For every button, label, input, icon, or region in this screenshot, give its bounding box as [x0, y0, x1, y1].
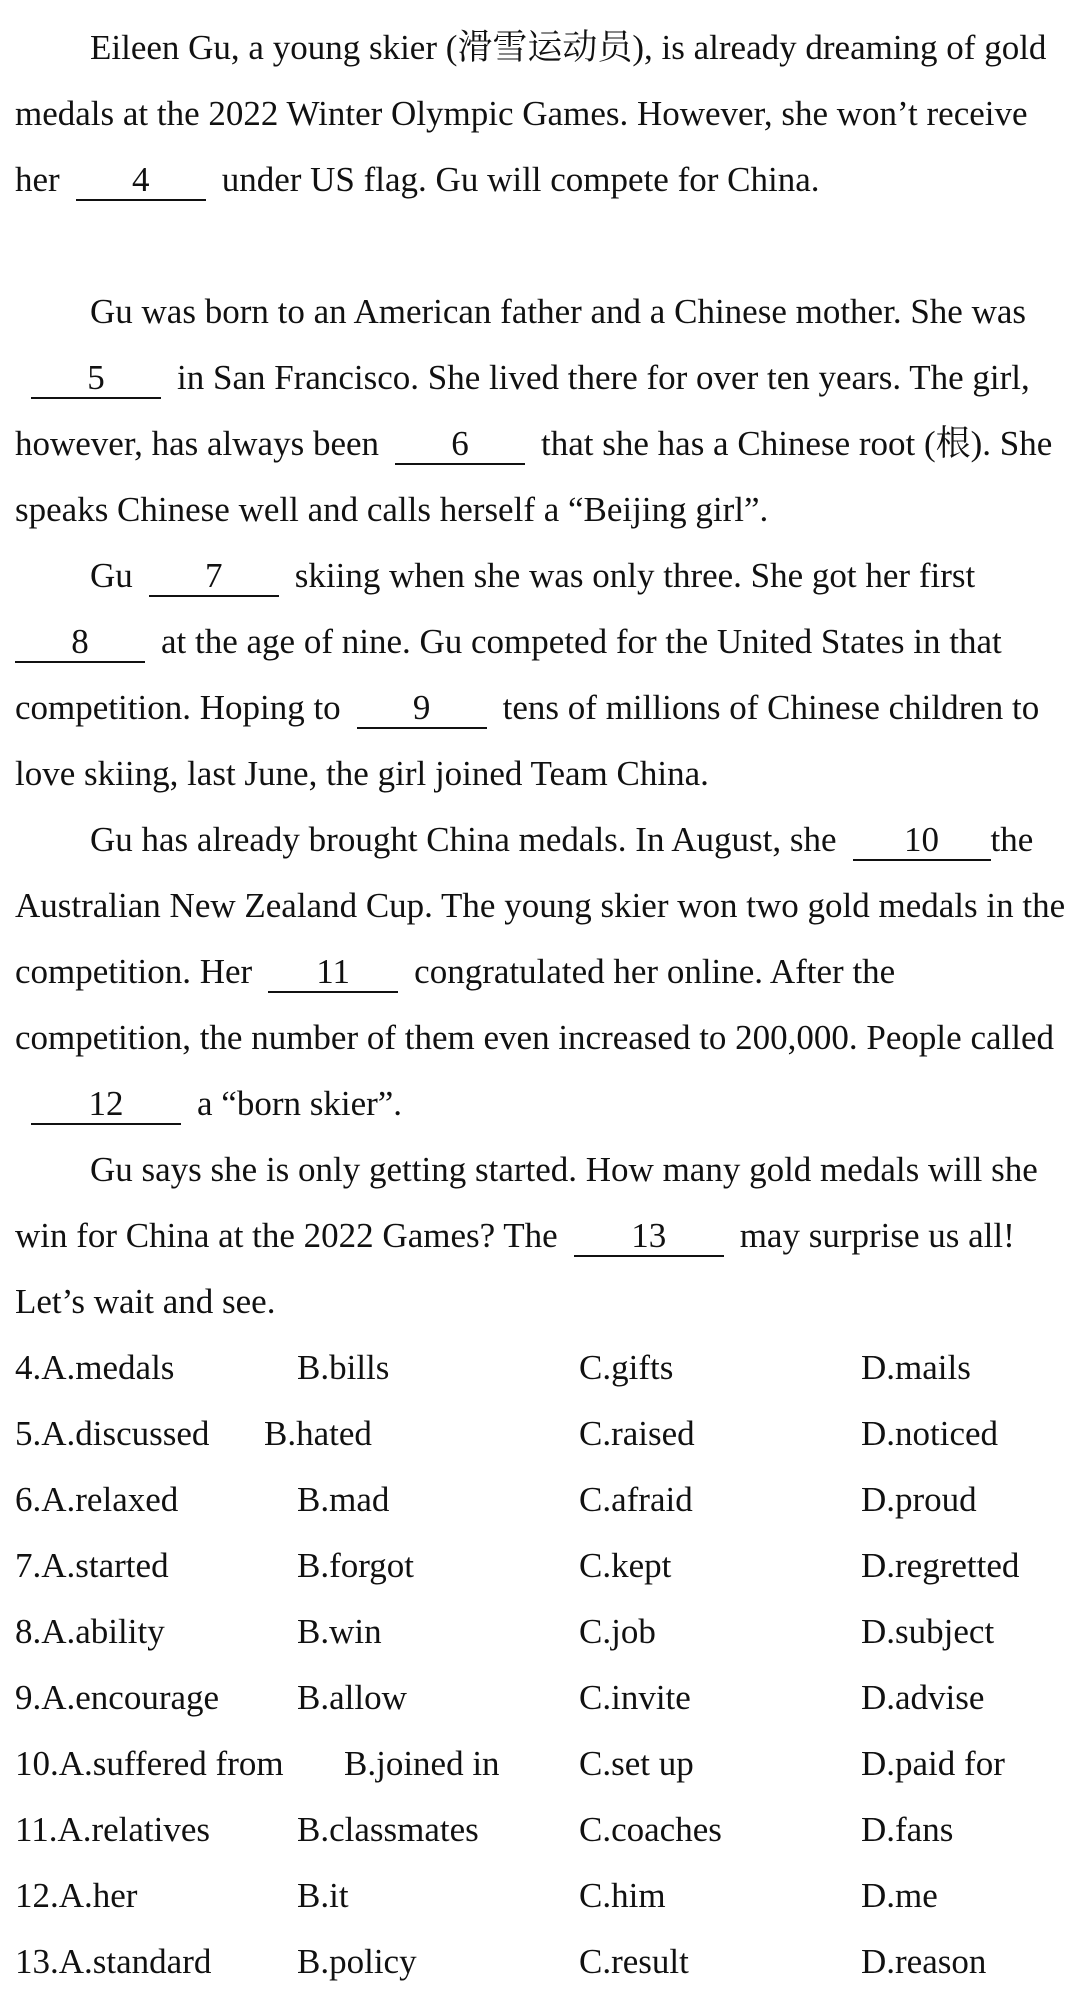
paragraph-text: congratulated her online. After the competition, the number of them even increased to 200,000. People called: [15, 952, 1054, 1057]
blank-6: 6: [395, 425, 525, 465]
option-b: B.policy: [297, 1942, 417, 1981]
paragraph-3: [15, 543, 1070, 807]
option-c: C.afraid: [579, 1480, 693, 1519]
option-b: B.allow: [297, 1678, 407, 1717]
option-a: 7.A.started: [15, 1546, 169, 1585]
blank-9: 9: [357, 689, 487, 729]
option-a: 12.A.her: [15, 1876, 138, 1915]
paragraph-text: in San Francisco. She lived there for over ten years. The girl, however, has always been: [15, 358, 1030, 463]
option-b: B.hated: [264, 1414, 372, 1453]
paragraph-text: skiing when she was only three. She got her first: [294, 556, 976, 595]
blank-4: 4: [76, 161, 206, 201]
option-d: D.fans: [861, 1810, 954, 1849]
blank-7: 7: [149, 557, 279, 597]
option-row-12: [0, 1863, 1080, 1929]
option-b: B.mad: [297, 1480, 390, 1519]
option-d: D.reason: [861, 1942, 987, 1981]
option-row-11: [0, 1797, 1080, 1863]
option-b: B.forgot: [297, 1546, 414, 1585]
option-c: C.job: [579, 1612, 656, 1651]
paragraph-text: Gu has already brought China medals. In August, she: [90, 820, 837, 859]
paragraph-text: that she has a Chinese root (根). She speaks Chinese well and calls herself a “Beijing girl”.: [15, 424, 1053, 529]
option-d: D.paid for: [861, 1744, 1005, 1783]
option-d: D.me: [861, 1876, 938, 1915]
paragraph-1: [15, 15, 1070, 213]
option-a: 9.A.encourage: [15, 1678, 220, 1717]
blank-8: 8: [15, 623, 145, 663]
option-d: D.noticed: [861, 1414, 999, 1453]
option-row-5: [0, 1401, 1080, 1467]
option-row-9: [0, 1665, 1080, 1731]
blank-12: 12: [31, 1085, 181, 1125]
option-d: D.regretted: [861, 1546, 1020, 1585]
option-c: C.him: [579, 1876, 666, 1915]
option-a: 5.A.discussed: [15, 1414, 210, 1453]
option-b: B.it: [297, 1876, 349, 1915]
option-c: C.gifts: [579, 1348, 674, 1387]
option-a: 8.A.ability: [15, 1612, 165, 1651]
option-d: D.mails: [861, 1348, 971, 1387]
option-b: B.bills: [297, 1348, 390, 1387]
option-b: B.win: [297, 1612, 382, 1651]
option-row-8: [0, 1599, 1080, 1665]
blank-11: 11: [268, 953, 398, 993]
option-a: 10.A.suffered from: [15, 1744, 284, 1783]
option-d: D.subject: [861, 1612, 995, 1651]
option-b: B.classmates: [297, 1810, 479, 1849]
paragraph-text: may surprise us all! Let’s wait and see.: [15, 1216, 1015, 1321]
option-row-6: [0, 1467, 1080, 1533]
option-d: D.proud: [861, 1480, 977, 1519]
option-row-7: [0, 1533, 1080, 1599]
option-a: 6.A.relaxed: [15, 1480, 179, 1519]
option-d: D.advise: [861, 1678, 985, 1717]
option-a: 13.A.standard: [15, 1942, 212, 1981]
option-c: C.coaches: [579, 1810, 722, 1849]
paragraph-text: a “born skier”.: [197, 1084, 403, 1123]
paragraph-text: Gu says she is only getting started. How many gold medals will she win for China at the 2022 Games? The: [15, 1150, 1038, 1255]
option-b: B.joined in: [344, 1744, 500, 1783]
paragraph-text: the Australian New Zealand Cup. The young skier won two gold medals in the competition. Her: [15, 820, 1066, 991]
paragraph-5: [15, 1137, 1070, 1335]
paragraph-text: under US flag. Gu will compete for China.: [221, 160, 820, 199]
paragraph-4: [15, 807, 1070, 1137]
option-a: 11.A.relatives: [15, 1810, 211, 1849]
paragraph-text: Eileen Gu, a young skier (滑雪运动员), is already dreaming of gold medals at the 2022 Winter Olympic Games. However, she won’t receive her: [15, 28, 1047, 199]
option-row-13: [0, 1929, 1080, 1995]
option-c: C.invite: [579, 1678, 691, 1717]
paragraph-text: tens of millions of Chinese children to love skiing, last June, the girl joined Team China.: [15, 688, 1040, 793]
blank-10: 10: [853, 821, 991, 861]
option-c: C.set up: [579, 1744, 694, 1783]
option-a: 4.A.medals: [15, 1348, 175, 1387]
paragraph-text: at the age of nine. Gu competed for the United States in that competition. Hoping to: [15, 622, 1002, 727]
blank-5: 5: [31, 359, 161, 399]
option-c: C.raised: [579, 1414, 695, 1453]
paragraph-text: Gu was born to an American father and a Chinese mother. She was: [90, 292, 1026, 331]
option-row-10: [0, 1731, 1080, 1797]
paragraph-2: [15, 279, 1070, 543]
option-row-4: [0, 1335, 1080, 1401]
option-c: C.kept: [579, 1546, 672, 1585]
paragraph-text: Gu: [90, 556, 133, 595]
blank-13: 13: [574, 1217, 724, 1257]
option-c: C.result: [579, 1942, 689, 1981]
